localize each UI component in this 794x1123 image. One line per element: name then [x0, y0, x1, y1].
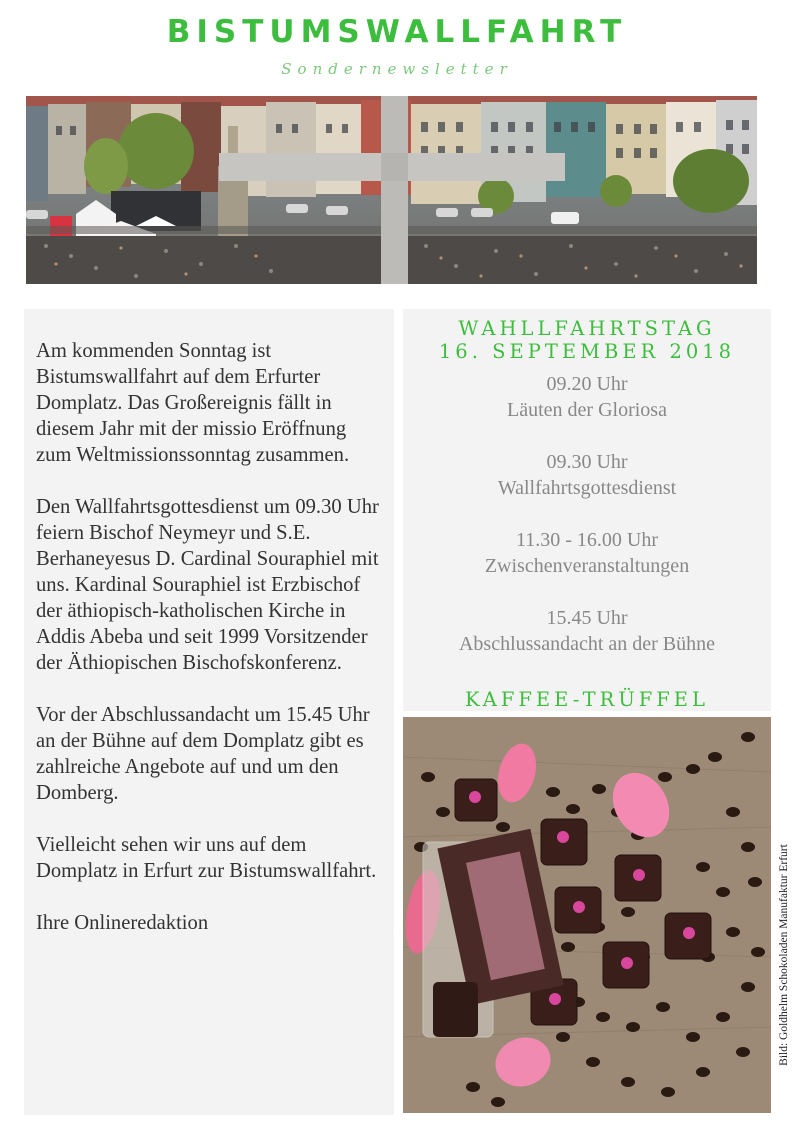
article-paragraph: Am kommenden Sonntag ist Bistumswallfahrt auf dem Erfurter Domplatz. Das Großereignis fällt in diesem Jahr mit der missio Eröffnung zum Weltmissionssonntag zusammen. [36, 340, 350, 466]
domplatz-photo [26, 96, 757, 284]
schedule-time: 11.30 - 16.00 Uhr [515, 529, 659, 551]
schedule-time: 09.20 Uhr [546, 373, 628, 395]
schedule-time: 09.30 Uhr [546, 451, 628, 473]
schedule-item [403, 449, 771, 501]
program-panel [403, 309, 771, 711]
schedule-event: Zwischenveranstaltungen [484, 555, 690, 577]
schedule-item [403, 527, 771, 579]
schedule-item [403, 371, 771, 423]
program-schedule [403, 371, 771, 683]
article-paragraph: Vor der Abschlussandacht um 15.45 Uhr an der Bühne auf dem Domplatz gibt es zahlreiche Angebote auf und um den Domberg. [36, 704, 370, 804]
newsletter-title: BISTUMSWALLFAHRT [166, 14, 628, 50]
program-heading-day: WAHLLFAHRTSTAG [458, 317, 716, 340]
program-heading-date: 16. SEPTEMBER 2018 [438, 340, 736, 363]
schedule-time: 15.45 Uhr [546, 607, 628, 629]
newsletter-subtitle: Sondernewsletter [281, 60, 513, 78]
schedule-event: Abschlussandacht an der Bühne [458, 633, 716, 655]
schedule-item [403, 605, 771, 657]
truffel-heading: KAFFEE-TRÜFFEL [464, 688, 709, 711]
schedule-event: Wallfahrtsgottesdienst [497, 477, 677, 499]
article-paragraph: Den Wallfahrtsgottesdienst um 09.30 Uhr feiern Bischof Neymeyr und S.E. Berhaneyesus D. Cardinal Souraphiel mit uns. Kardinal Souraphiel ist Erzbischof der äthiopisch-katholischen Kirche in Addis Abeba und seit 1999 Vorsitzender der Äthiopischen Bischofskonferenz. [36, 496, 379, 674]
article-text [36, 338, 386, 962]
schedule-event: Läuten der Gloriosa [507, 399, 667, 421]
article-signature: Ihre Onlineredaktion [36, 912, 209, 934]
photo-credit: Bild: Goldhelm Schokoladen Manufaktur Erfurt [778, 844, 790, 1066]
article-panel [24, 309, 394, 1115]
truffel-photo [403, 717, 771, 1113]
article-paragraph: Vielleicht sehen wir uns auf dem Domplatz in Erfurt zur Bistumswallfahrt. [36, 834, 377, 882]
